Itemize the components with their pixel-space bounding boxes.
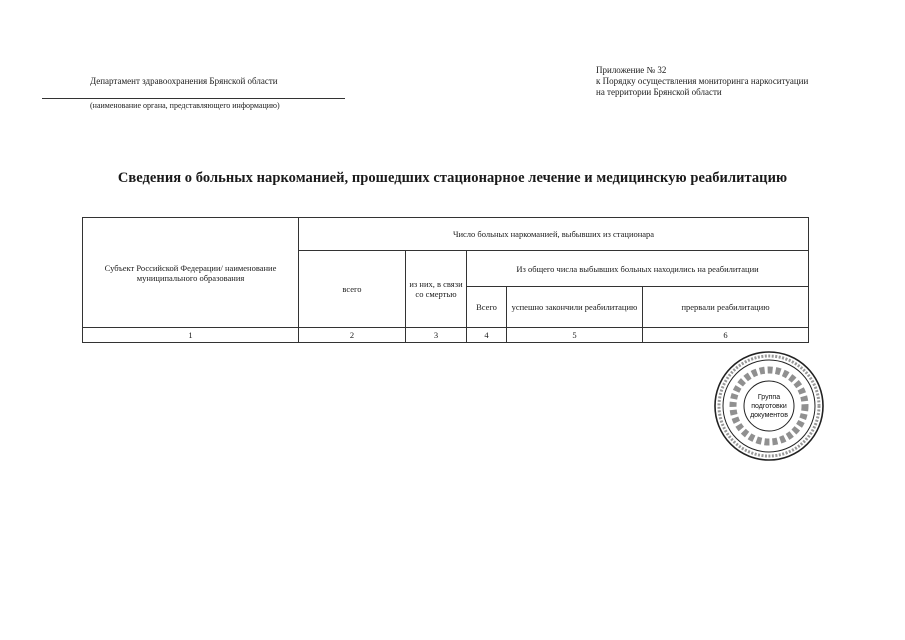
appendix-line-3: на территории Брянской области — [596, 87, 722, 97]
header-completed: успешно закончили реабилитацию — [507, 287, 643, 328]
header-interrupted: прервали реабилитацию — [643, 287, 809, 328]
header-discharged-group: Число больных наркоманией, выбывших из стационара — [299, 218, 809, 251]
department-name: Департамент здравоохранения Брянской области — [90, 76, 278, 86]
department-underline — [42, 98, 345, 99]
stamp-text-3: документов — [750, 412, 788, 419]
header-rehab-group: Из общего числа выбывших больных находились на реабилитации — [467, 251, 809, 287]
stamp-text-2: подготовки — [751, 403, 787, 410]
header-death: из них, в связи со смертью — [406, 251, 467, 328]
column-number-4: 4 — [467, 328, 507, 343]
document-title: Сведения о больных наркоманией, прошедших стационарное лечение и медицинскую реабилитацию — [117, 170, 788, 186]
appendix-line-1: Приложение № 32 — [596, 65, 667, 75]
column-number-1: 1 — [83, 328, 299, 343]
appendix-line-2: к Порядку осуществления мониторинга наркоситуации — [596, 76, 809, 86]
header-subject: Субъект Российской Федерации/ наименование муниципального образования — [83, 218, 299, 328]
column-number-5: 5 — [507, 328, 643, 343]
report-table — [82, 217, 809, 343]
official-stamp — [713, 350, 825, 462]
department-caption: (наименование органа, представляющего информацию) — [90, 101, 280, 110]
column-number-6: 6 — [643, 328, 809, 343]
appendix-note — [596, 65, 808, 98]
column-number-3: 3 — [406, 328, 467, 343]
header-total: всего — [299, 251, 406, 328]
stamp-text-1: Группа — [757, 394, 781, 401]
header-rehab-total: Всего — [467, 287, 507, 328]
column-number-2: 2 — [299, 328, 406, 343]
